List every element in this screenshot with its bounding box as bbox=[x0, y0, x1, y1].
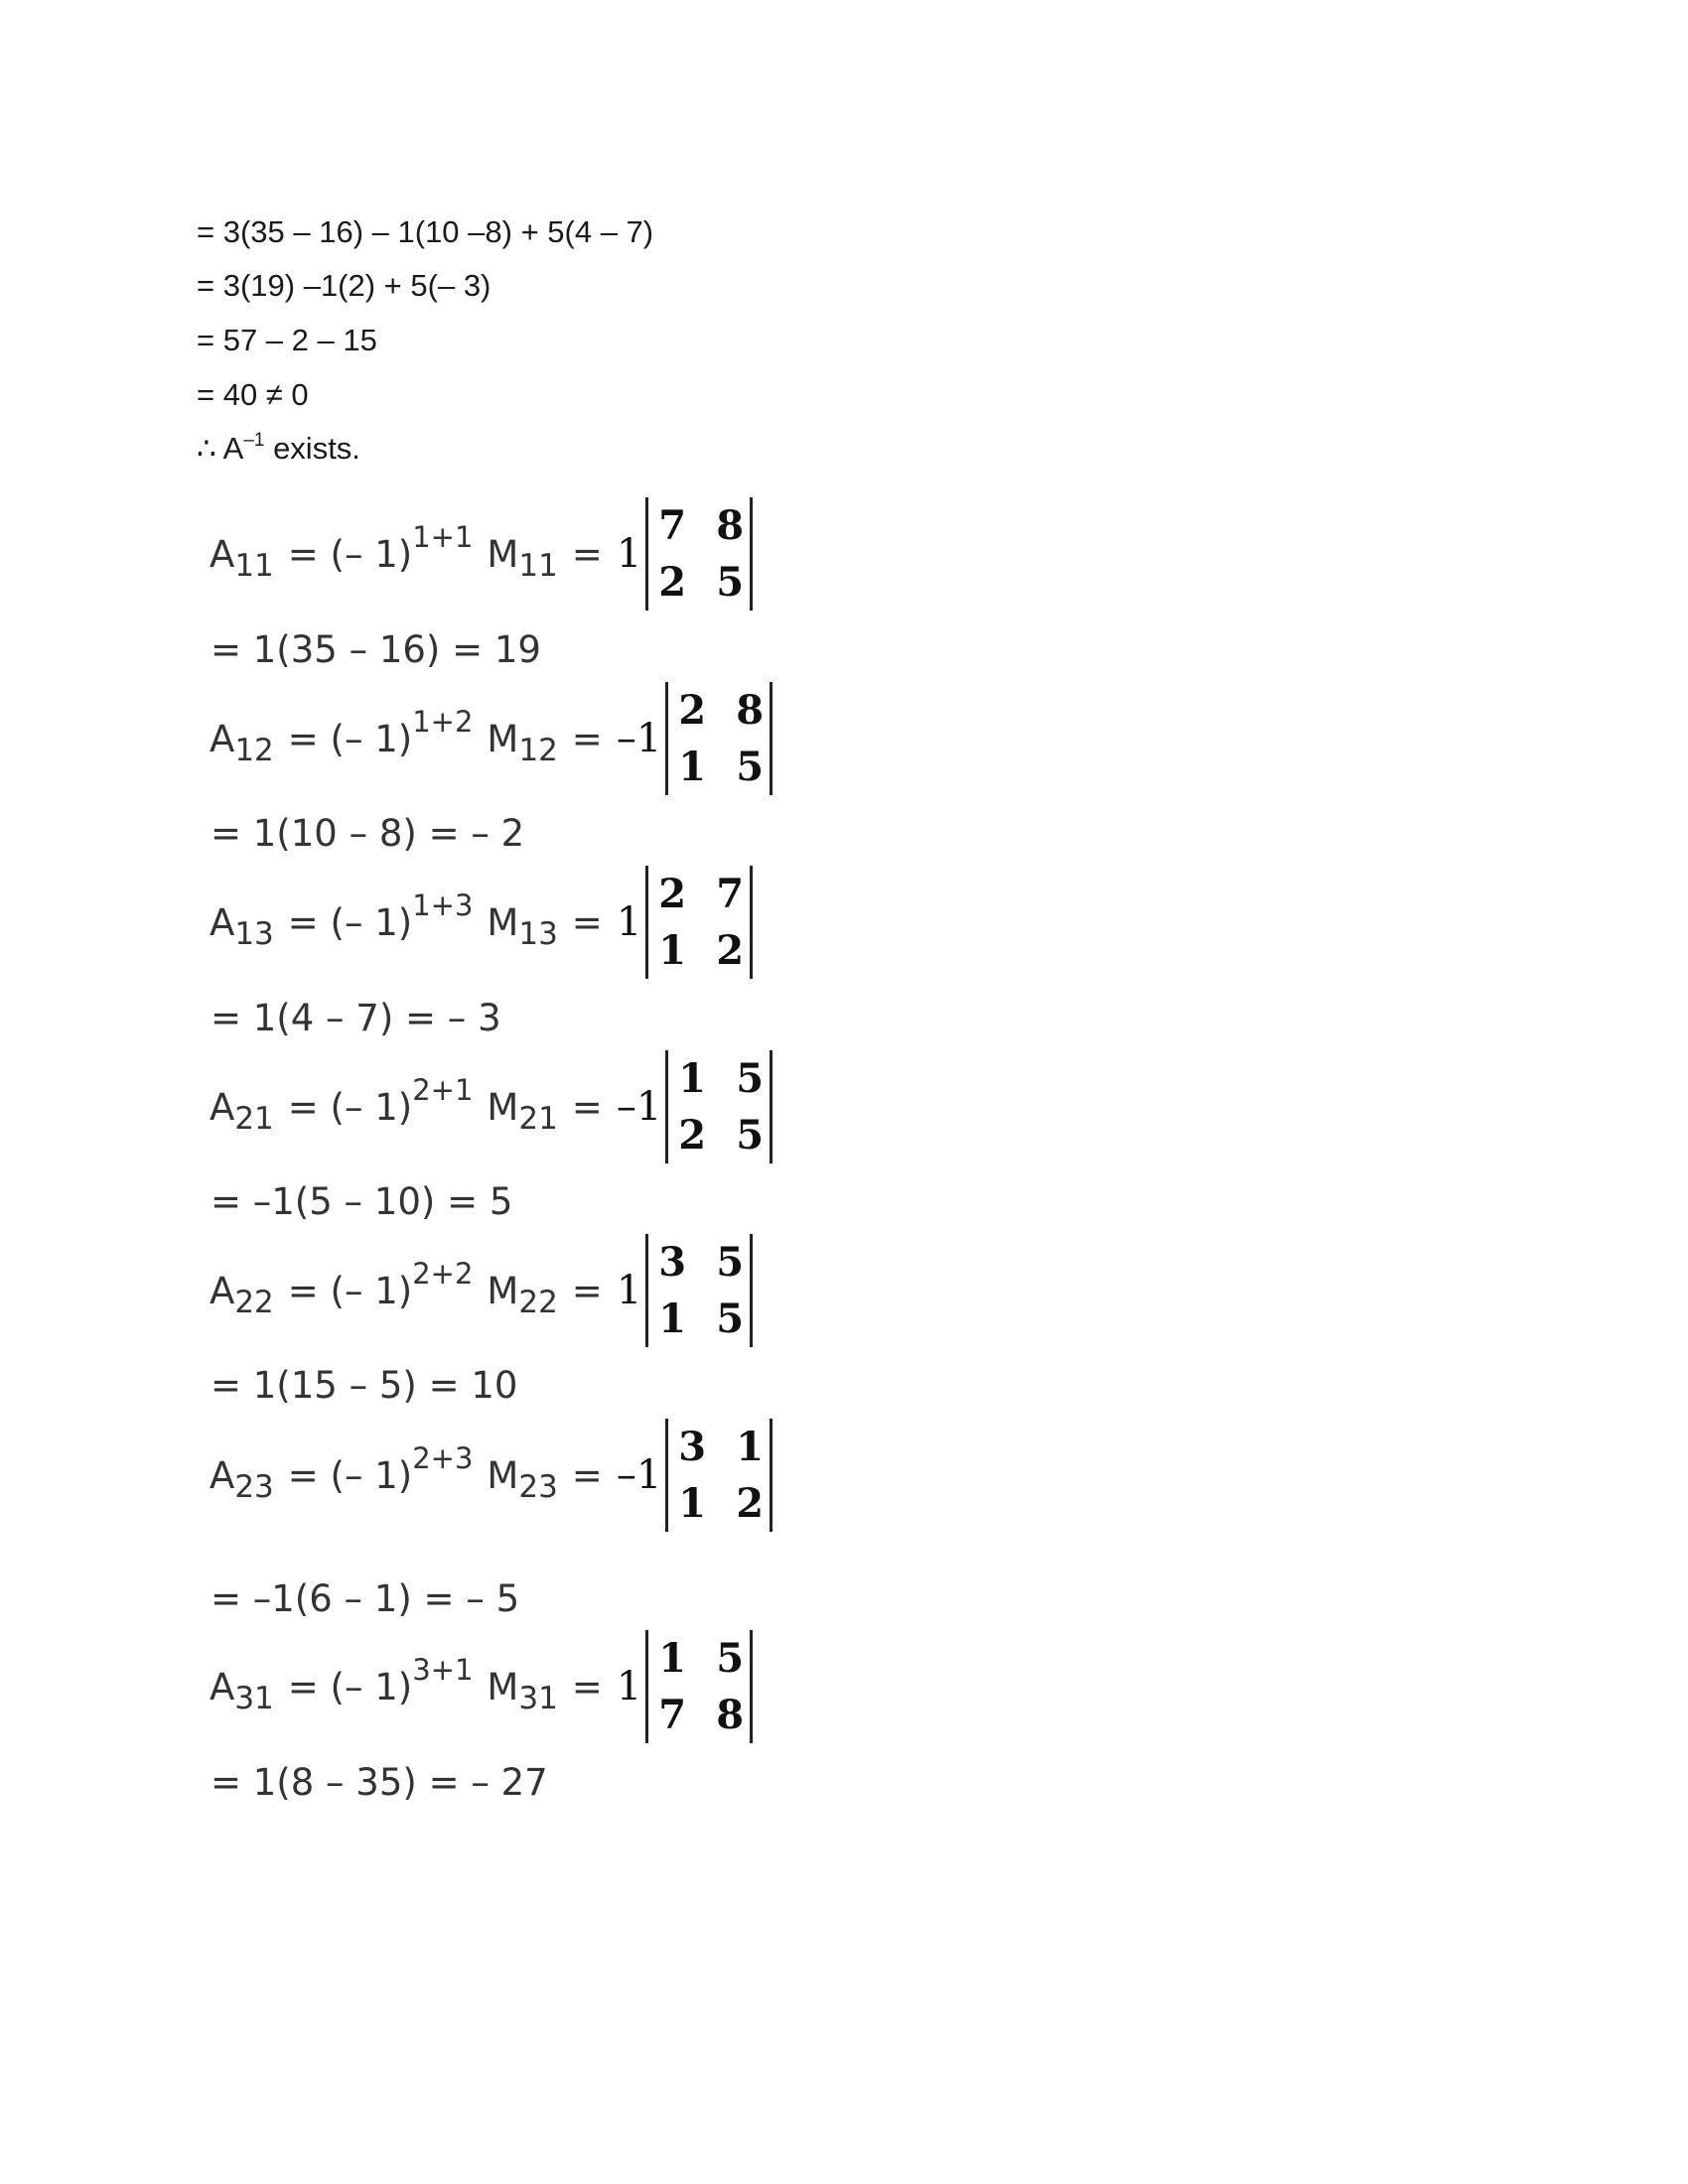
matrix-cell: 1 bbox=[658, 927, 687, 974]
matrix-cell: 2 bbox=[678, 1112, 707, 1159]
matrix-cell: 1 bbox=[678, 1055, 707, 1102]
working-line-1: = 3(35 – 16) – 1(10 –8) + 5(4 – 7) bbox=[197, 214, 654, 249]
matrix-cell: 3 bbox=[678, 1424, 707, 1470]
working-line-2: = 3(19) –1(2) + 5(– 3) bbox=[197, 268, 492, 303]
determinant-matrix bbox=[645, 866, 753, 979]
matrix-cell: 5 bbox=[716, 1635, 745, 1682]
minor-index: 23 bbox=[518, 1469, 558, 1505]
matrix-cell: 1 bbox=[658, 1635, 687, 1682]
sign-factor: = (– 1) bbox=[287, 717, 413, 760]
sign-power: 1+1 bbox=[412, 520, 474, 554]
equals-sign: = bbox=[571, 1085, 603, 1129]
matrix-cell: 2 bbox=[736, 1480, 765, 1527]
minor-label: M bbox=[487, 1665, 519, 1708]
cofactor-label: A bbox=[210, 900, 235, 944]
cofactor-label: A bbox=[210, 532, 235, 576]
minor-label: M bbox=[487, 1085, 519, 1129]
minor-label: M bbox=[487, 1269, 519, 1312]
cofactor-result: = 1(35 – 16) = 19 bbox=[211, 628, 541, 671]
matrix-cell: 5 bbox=[716, 1296, 745, 1342]
cofactor-a12 bbox=[210, 681, 773, 796]
cofactor-label: A bbox=[210, 1453, 235, 1497]
minor-label: M bbox=[487, 717, 519, 760]
minor-index: 21 bbox=[518, 1101, 558, 1137]
equals-sign: = bbox=[571, 717, 603, 760]
cofactor-label: A bbox=[210, 1665, 235, 1708]
coefficient: –1 bbox=[616, 1452, 662, 1498]
coefficient: 1 bbox=[616, 1664, 642, 1709]
working-line-4: = 40 ≠ 0 bbox=[197, 377, 309, 412]
matrix-cell: 1 bbox=[678, 744, 707, 790]
sign-power: 2+1 bbox=[412, 1073, 474, 1107]
sign-power: 2+2 bbox=[412, 1257, 474, 1291]
matrix-cell: 7 bbox=[716, 871, 745, 917]
matrix-cell: 5 bbox=[716, 559, 745, 606]
matrix-cell: 2 bbox=[658, 559, 687, 606]
cofactor-result: = 1(10 – 8) = – 2 bbox=[211, 812, 525, 855]
determinant-matrix bbox=[665, 1419, 773, 1532]
cofactor-index: 13 bbox=[234, 916, 274, 952]
matrix-cell: 5 bbox=[716, 1239, 745, 1286]
cofactor-a21 bbox=[210, 1049, 773, 1164]
coefficient: –1 bbox=[616, 716, 662, 761]
cofactor-label: A bbox=[210, 1085, 235, 1129]
sign-factor: = (– 1) bbox=[287, 1453, 413, 1497]
exists-text: exists. bbox=[264, 431, 360, 466]
therefore-text: ∴ A bbox=[197, 431, 244, 466]
matrix-cell: 7 bbox=[658, 1692, 687, 1738]
minor-label: M bbox=[487, 532, 519, 576]
cofactor-a23 bbox=[210, 1418, 773, 1533]
matrix-cell: 2 bbox=[716, 927, 745, 974]
matrix-cell: 5 bbox=[736, 1055, 765, 1102]
cofactor-result: = 1(15 – 5) = 10 bbox=[211, 1364, 518, 1407]
cofactor-result: = –1(5 – 10) = 5 bbox=[211, 1180, 513, 1223]
determinant-matrix bbox=[665, 1050, 773, 1163]
matrix-cell: 5 bbox=[736, 1112, 765, 1159]
minor-index: 12 bbox=[518, 733, 558, 768]
matrix-cell: 1 bbox=[736, 1424, 765, 1470]
equals-sign: = bbox=[571, 1269, 603, 1312]
matrix-cell: 2 bbox=[678, 687, 707, 734]
matrix-cell: 3 bbox=[658, 1239, 687, 1286]
determinant-matrix bbox=[645, 1630, 753, 1743]
cofactor-index: 11 bbox=[234, 548, 274, 584]
sign-factor: = (– 1) bbox=[287, 900, 413, 944]
cofactor-label: A bbox=[210, 717, 235, 760]
coefficient: 1 bbox=[616, 899, 642, 945]
minor-index: 31 bbox=[518, 1681, 558, 1716]
working-line-3: = 57 – 2 – 15 bbox=[197, 323, 377, 357]
sign-power: 1+3 bbox=[412, 888, 474, 922]
cofactor-index: 22 bbox=[234, 1285, 274, 1320]
equals-sign: = bbox=[571, 1453, 603, 1497]
matrix-cell: 7 bbox=[658, 502, 687, 549]
cofactor-index: 23 bbox=[234, 1469, 274, 1505]
cofactor-result: = 1(4 – 7) = – 3 bbox=[211, 997, 501, 1039]
sign-power: 1+2 bbox=[412, 705, 474, 739]
coefficient: 1 bbox=[616, 531, 642, 577]
cofactor-index: 12 bbox=[234, 733, 274, 768]
minor-index: 11 bbox=[518, 548, 558, 584]
matrix-cell: 1 bbox=[658, 1296, 687, 1342]
sign-factor: = (– 1) bbox=[287, 1269, 413, 1312]
cofactor-a31 bbox=[210, 1629, 753, 1744]
cofactor-result: = –1(6 – 1) = – 5 bbox=[211, 1577, 520, 1620]
coefficient: 1 bbox=[616, 1268, 642, 1313]
equals-sign: = bbox=[571, 900, 603, 944]
cofactor-a13 bbox=[210, 865, 753, 980]
matrix-cell: 2 bbox=[658, 871, 687, 917]
minor-label: M bbox=[487, 1453, 519, 1497]
determinant-matrix bbox=[665, 682, 773, 795]
minor-index: 13 bbox=[518, 916, 558, 952]
cofactor-index: 31 bbox=[234, 1681, 274, 1716]
sign-power: 2+3 bbox=[412, 1441, 474, 1475]
inverse-exponent: –1 bbox=[243, 430, 265, 451]
determinant-matrix bbox=[645, 1234, 753, 1347]
matrix-cell: 8 bbox=[716, 1692, 745, 1738]
matrix-cell: 8 bbox=[716, 502, 745, 549]
sign-factor: = (– 1) bbox=[287, 1665, 413, 1708]
matrix-cell: 1 bbox=[678, 1480, 707, 1527]
equals-sign: = bbox=[571, 1665, 603, 1708]
matrix-cell: 5 bbox=[736, 744, 765, 790]
cofactor-a11 bbox=[210, 496, 753, 612]
sign-power: 3+1 bbox=[412, 1653, 474, 1687]
minor-label: M bbox=[487, 900, 519, 944]
inverse-exists-line bbox=[197, 429, 360, 469]
cofactor-index: 21 bbox=[234, 1101, 274, 1137]
matrix-cell: 8 bbox=[736, 687, 765, 734]
cofactor-result: = 1(8 – 35) = – 27 bbox=[211, 1761, 548, 1804]
cofactor-label: A bbox=[210, 1269, 235, 1312]
determinant-matrix bbox=[645, 497, 753, 611]
minor-index: 22 bbox=[518, 1285, 558, 1320]
sign-factor: = (– 1) bbox=[287, 1085, 413, 1129]
sign-factor: = (– 1) bbox=[287, 532, 413, 576]
equals-sign: = bbox=[571, 532, 603, 576]
cofactor-a22 bbox=[210, 1233, 753, 1348]
coefficient: –1 bbox=[616, 1084, 662, 1130]
